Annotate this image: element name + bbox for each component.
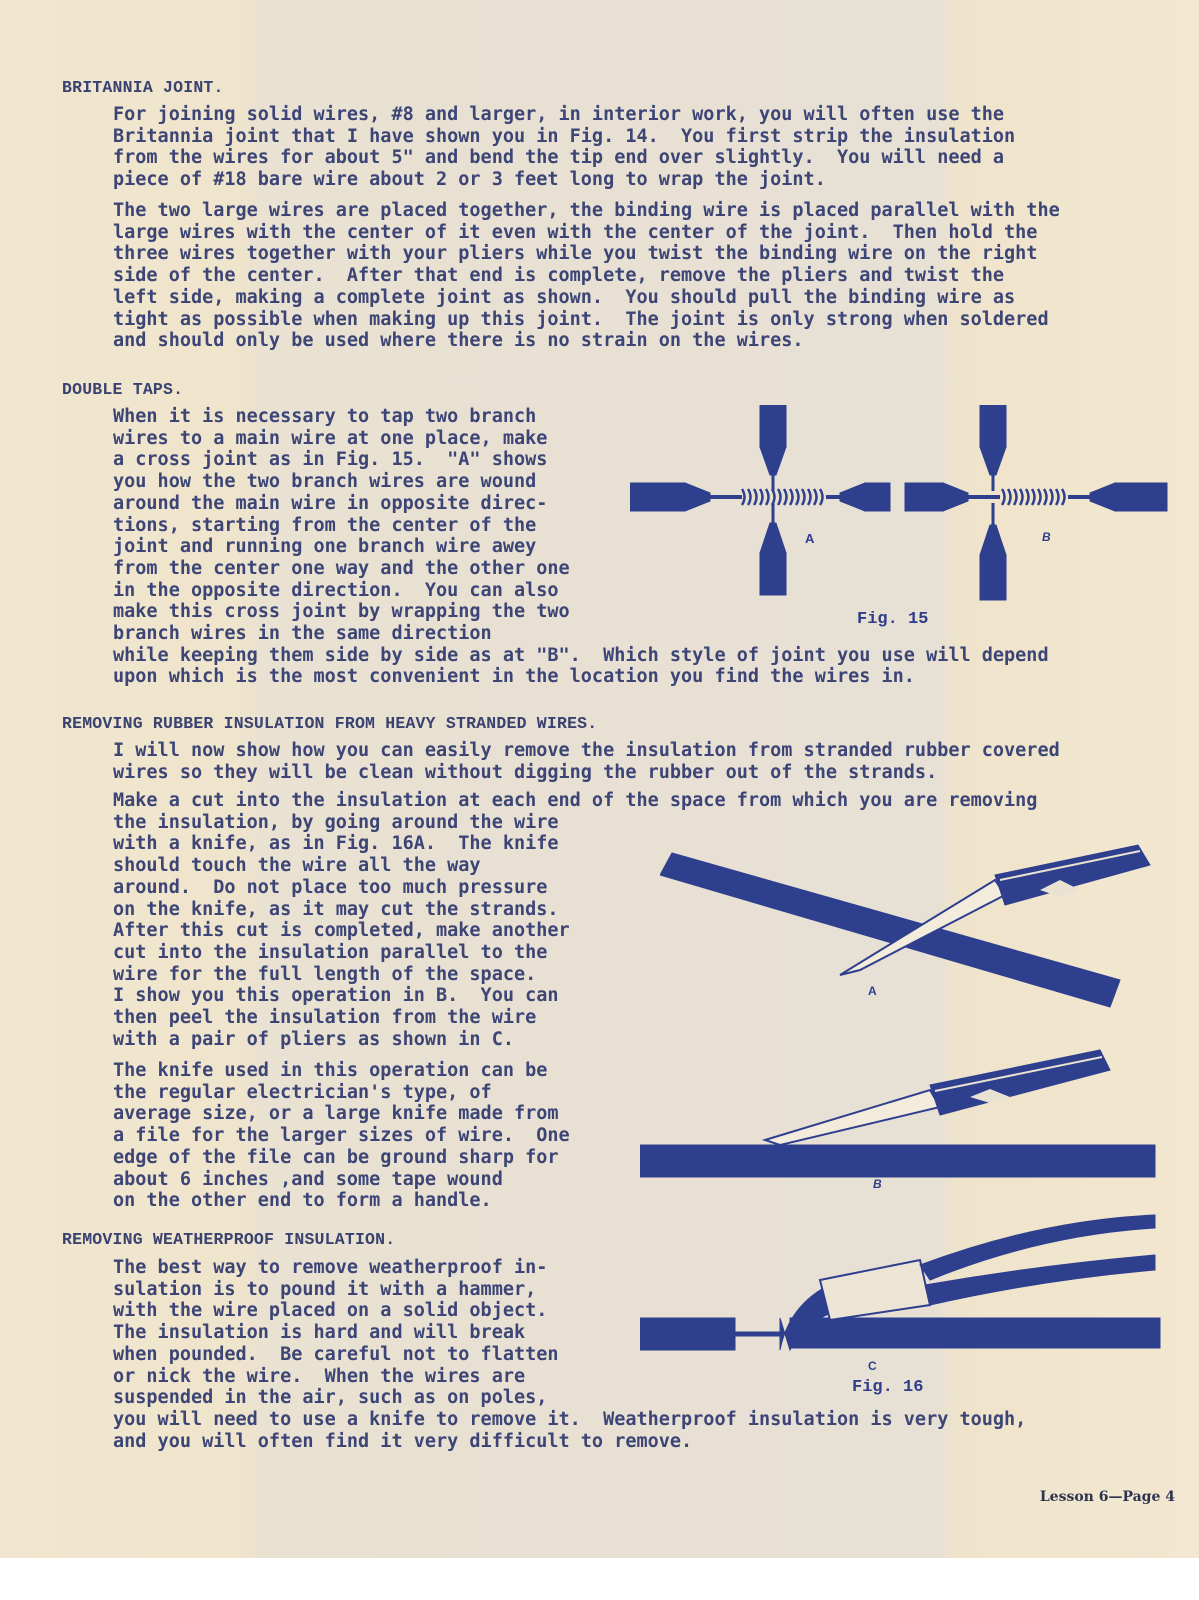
figure-16b-knife-slit [640,1045,1160,1190]
paragraph-rubber-2: Make a cut into the insulation at each end of the space from which you are removing the insulation, by going around the wire with a knife, as in Fig. 16A. The knife should touch the wire all the way around. Do not place too much pressure on the knife, as it may cut the strands. After this cut is completed, make another cut into the insulation parallel to the wire for the full length of the space. I show you this operation in B. You can then peel the insulation from the wire with a pair of pliers as shown in C. [113,790,1038,1050]
figure-15-label-b: B [1042,530,1051,544]
figure-16-caption: Fig. 16 [852,1378,924,1397]
paragraph-rubber-1: I will now show how you can easily remove the insulation from stranded rubber covered wires so they will be clean without digging the rubber out of the strands. [113,740,1060,783]
figure-16-label-b: B [873,1177,882,1190]
figure-16a-knife-cut [660,835,1170,1035]
figure-15-caption: Fig. 15 [857,610,929,629]
paragraph-weatherproof: The best way to remove weatherproof in- sulation is to pound it with a hammer, with the wire placed on a solid object. The insulation is hard and will break when pounded. Be careful not to flatten or nick the wire. When the wires are suspended in the air, such as on poles, you will need to use a knife to remove it. Weatherproof insulation is very tough, and you will often find it very difficult to remove. [113,1257,1027,1452]
heading-britannia-joint: BRITANNIA JOINT. [62,78,224,97]
paragraph-britannia-1: For joining solid wires, #8 and larger, in interior work, you will often use the Britannia joint that I have shown you in Fig. 14. You first strip the insulation from the wires for about 5" and bend the tip end over slightly. You will need a piece of #18 bare wire about 2 or 3 feet long to wrap the joint. [113,104,1016,191]
heading-double-taps: DOUBLE TAPS. [62,380,184,399]
heading-removing-weatherproof-insulation: REMOVING WEATHERPROOF INSULATION. [62,1230,396,1249]
figure-16-label-a: A [868,984,877,998]
figure-15-label-a: A [805,531,815,546]
paragraph-britannia-2: The two large wires are placed together, the binding wire is placed parallel with the large wires with the center of it even with the center of the joint. Then hold the three wires together with your pliers while you twist the binding wire on the right side of the center. After that end is complete, remove the pliers and twist the left side, making a complete joint as shown. You should pull the binding wire as tight as possible when making up this joint. The joint is only strong when soldered and should only be used where there is no strain on the wires. [113,200,1060,352]
paragraph-double-taps: When it is necessary to tap two branch wires to a main wire at one place, make a cross joint as in Fig. 15. "A" shows you how the two branch wires are wound around the main wire in opposite direc- tions, starting from the center of the joint and running one branch wire awey from the center one way and the other one in the opposite direction. You can also make this cross joint by wrapping the two branch wires in the same direction while keeping them side by side as at "B". Which style of joint you use will depend upon which is the most convenient in the location you find the wires in. [113,406,1049,688]
figure-16c-pliers-peel [640,1210,1170,1375]
page-number-footer: Lesson 6—Page 4 [1039,1489,1175,1505]
figure-15-cross-joints [630,405,1170,610]
paragraph-rubber-3: The knife used in this operation can be the regular electrician's type, of average size, or a large knife made from a file for the larger sizes of wire. One edge of the file can be ground sharp for about 6 inches ,and some tape wound on the other end to form a handle. [113,1060,570,1212]
figure-16-label-c: C [868,1359,877,1373]
heading-removing-rubber-insulation: REMOVING RUBBER INSULATION FROM HEAVY STRANDED WIRES. [62,714,598,733]
